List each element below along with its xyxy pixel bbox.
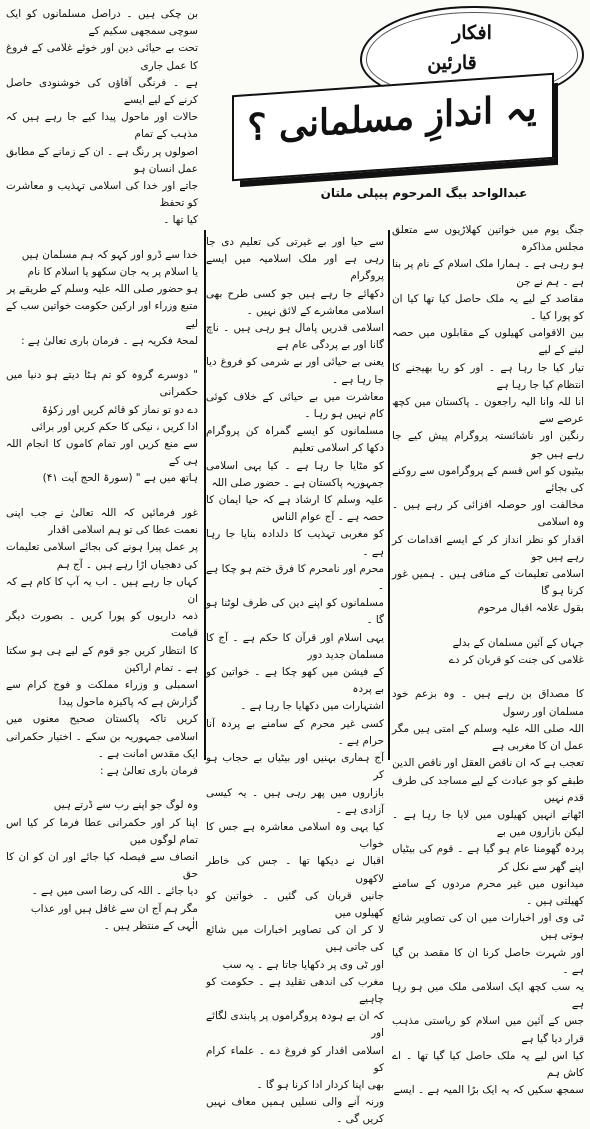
title-banner (232, 84, 562, 184)
article-column-right: جنگ یوم میں خواتین کھلاڑیوں سے متعلق مجلس مذاکرہ ہو رہی ہے ۔ ہمارا ملک اسلام کے نام پر بنا ہے ۔ ہم نے جن مقاصد کے لیے یہ ملک حاصل کیا تھا کیا ان کو پورا کیا ۔ بین الاقوامی کھیلوں کے مقابلوں میں حصہ لینے کے لیے تیار کیا جا رہا ہے ۔ اور کو ریا بھیجنے کا انتظام کیا جا رہا ہے انا للہ وانا الیہ راجعون ۔ پاکستان میں کچھ عرصے سے رنگین اور ناشائستہ پروگرام پیش کیے جا رہے ہیں جو بیٹیوں کو اس قسم کے پروگراموں سے روکنے کی بجائے مخالفت اور حوصلہ افزائی کر رہے ہیں ۔ وہ اسلامی اقدار کو نظر انداز کر کے ایسے اقدامات کر رہے ہیں جو اسلامی تعلیمات کے منافی ہیں ۔ ہمیں غور کرنا ہو گا بقول علامہ اقبال مرحوم جہاں کے آئین مسلمان کے بدلے غلامی کی جنت کو قربان کر دے کا مصداق بن رہے ہیں ۔ وہ بزعم خود مسلمان اور رسول اللہ صلی اللہ علیہ وسلم کے امتی ہیں مگر عمل ان کا مغربی ہے تعجب ہے کہ ان ناقص العقل اور ناقص الدین طبقے کو جو عبادت کے لیے مساجد کی طرف قدم نہیں اٹھاتے انہیں کھیلوں میں لایا جا رہا ہے ۔ لیکن بازاروں میں بے پردہ گھومنا عام ہو گیا ہے ۔ قوم کی بیٹیاں اپنے گھر سے نکل کر میدانوں میں غیر محرم مردوں کے سامنے کھیلتی ہیں ۔ ٹی وی اور اخبارات میں ان کی تصاویر شائع ہوتی ہیں اور شہرت حاصل کرنا ان کا مقصد بن گیا ہے ۔ یہ سب کچھ ایک اسلامی ملک میں ہو رہا ہے جس کے آئین میں اسلام کو ریاستی مذہب قرار دیا گیا ہے کیا اس لیے یہ ملک حاصل کیا گیا تھا ۔ اے کاش ہم سمجھ سکیں کہ یہ ایک بڑا المیہ ہے ۔ ایسے (392, 224, 584, 1097)
section-label-line1: افکار (452, 22, 492, 44)
section-label-line2: قارئین (427, 52, 477, 74)
article-author: عبدالواحد بیگ المرحوم پیپلی ملتان (320, 186, 528, 200)
column-divider-right (388, 230, 390, 760)
article-title: یہ اندازِ مسلمانی ؟ (247, 86, 537, 150)
article-column-middle: سے حیا اور بے غیرتی کی تعلیم دی جا رہی ہے اور ملک اسلامیہ میں ایسے پروگرام دکھائے جا رہے ہیں جو کسی طرح بھی اسلامی معاشرے کے لائق نہیں ۔ اسلامی قدریں پامال ہو رہی ہیں ۔ ناچ گانا اور بے پردگی عام ہے یعنی بے حیائی اور بے شرمی کو فروغ دیا جا رہا ہے ۔ معاشرت میں بے حیائی کے خلاف کوئی کام نہیں ہو رہا ۔ مسلمانوں کو ایسے گمراہ کن پروگرام دکھا کر اسلامی تعلیم کو مٹایا جا رہا ہے ۔ کیا یہی اسلامی جمہوریہ پاکستان ہے ۔ حضور صلی اللہ علیہ وسلم کا ارشاد ہے کہ حیا ایمان کا حصہ ہے ۔ آج عوام الناس کو مغربی تہذیب کا دلدادہ بنایا جا رہا ہے ۔ محرم اور نامحرم کا فرق ختم ہو چکا ہے ۔ مسلمانوں کو اپنے دین کی طرف لوٹنا ہو گا ۔ یہی اسلام اور قرآن کا حکم ہے ۔ آج کا مسلمان جدید دور کے فیشن میں کھو چکا ہے ۔ خواتین کو بے پردہ اشتہارات میں دکھایا جا رہا ہے ۔ کسی غیر محرم کے سامنے بے پردہ آنا حرام ہے ۔ آج ہماری بہنیں اور بیٹیاں بے حجاب ہو کر بازاروں میں پھر رہی ہیں ۔ یہ کیسی آزادی ہے ۔ کیا یہی وہ اسلامی معاشرہ ہے جس کا خواب اقبال نے دیکھا تھا ۔ جس کی خاطر لاکھوں جانیں قربان کی گئیں ۔ خواتین کو کھیلوں میں لا کر ان کی تصاویر اخبارات میں شائع کی جاتی ہیں اور ٹی وی پر دکھایا جاتا ہے ۔ یہ سب مغرب کی اندھی تقلید ہے ۔ حکومت کو چاہیے کہ ان بے ہودہ پروگراموں پر پابندی لگائے اور اسلامی اقدار کو فروغ دے ۔ علماء کرام کو بھی اپنا کردار ادا کرنا ہو گا ۔ ورنہ آنے والی نسلیں ہمیں معاف نہیں کریں گی ۔ (206, 236, 384, 1126)
article-column-left: بن چکی ہیں ۔ دراصل مسلمانوں کو ایک سوچی سمجھی سکیم کے تحت بے حیائی دین اور خوئے غلامی کے فروغ کا عمل جاری ہے ۔ فرنگی آقاؤں کی خوشنودی حاصل کرنے کے لیے ایسے حالات اور ماحول پیدا کیے جا رہے ہیں کہ مذہب کے تمام اصولوں پر رنگ ہے ۔ ان کے زمانے کے مطابق عمل انسان ہو جاتے اور خدا کی اسلامی تہذیب و معاشرت کو تحفظ کیا تھا ۔ خدا سے ڈرو اور کہو کہ ہم مسلمان ہیں یا اسلام پر یہ جان سکھو یا اسلام کا نام ہو حضور صلی اللہ علیہ وسلم کے طریقے پر متبع وزراء اور ارکین حکومت خواتین سب کے لیے لمحۂ فکریہ ہے ۔ فرمان باری تعالیٰ ہے : " دوسرے گروہ کو تم ہٹا دیتے ہو دنیا میں حکمرانی دے دو تو نماز کو قائم کریں اور زکوٰۃ ادا کریں ، نیکی کا حکم کریں اور برائی سے منع کریں اور تمام کاموں کا انجام اللہ ہی کے ہاتھ میں ہے " (سورۃ الحج آیت ۴۱) غور فرمائیں کہ اللہ تعالیٰ نے جب اپنی نعمت عطا کی تو ہم اسلامی اقدار پر عمل پیرا ہونے کی بجائے اسلامی تعلیمات کی دھجیاں اڑا رہے ہیں ۔ آج ہم کہاں جا رہے ہیں ۔ اب یہ آپ کا کام ہے کہ ان ذمہ داریوں کو پورا کریں ۔ بصورت دیگر قیامت کا انتظار کریں جو قوم کے لیے ہی ہو سکتا ہے ۔ تمام اراکین اسمبلی و وزراء مملکت و فوج کرام سے گزارش ہے کہ پاکیزہ ماحول پیدا کریں تاکہ پاکستان صحیح معنوں میں اسلامی جمہوریہ بن سکے ۔ اختیار حکمرانی ایک مقدس امانت ہے ۔ فرمان باری تعالیٰ ہے : وہ لوگ جو اپنے رب سے ڈرتے ہیں اپنا کر اور حکمرانی عطا فرما کر کیا اس تمام لوگوں میں انصاف سے فیصلہ کیا جائے اور ان کو ان کا حق دیا جائے ۔ اللہ کی رضا اسی میں ہے ۔ مگر ہم آج ان سے غافل ہیں اور عذاب الٰہی کے منتظر ہیں ۔ (6, 8, 198, 932)
